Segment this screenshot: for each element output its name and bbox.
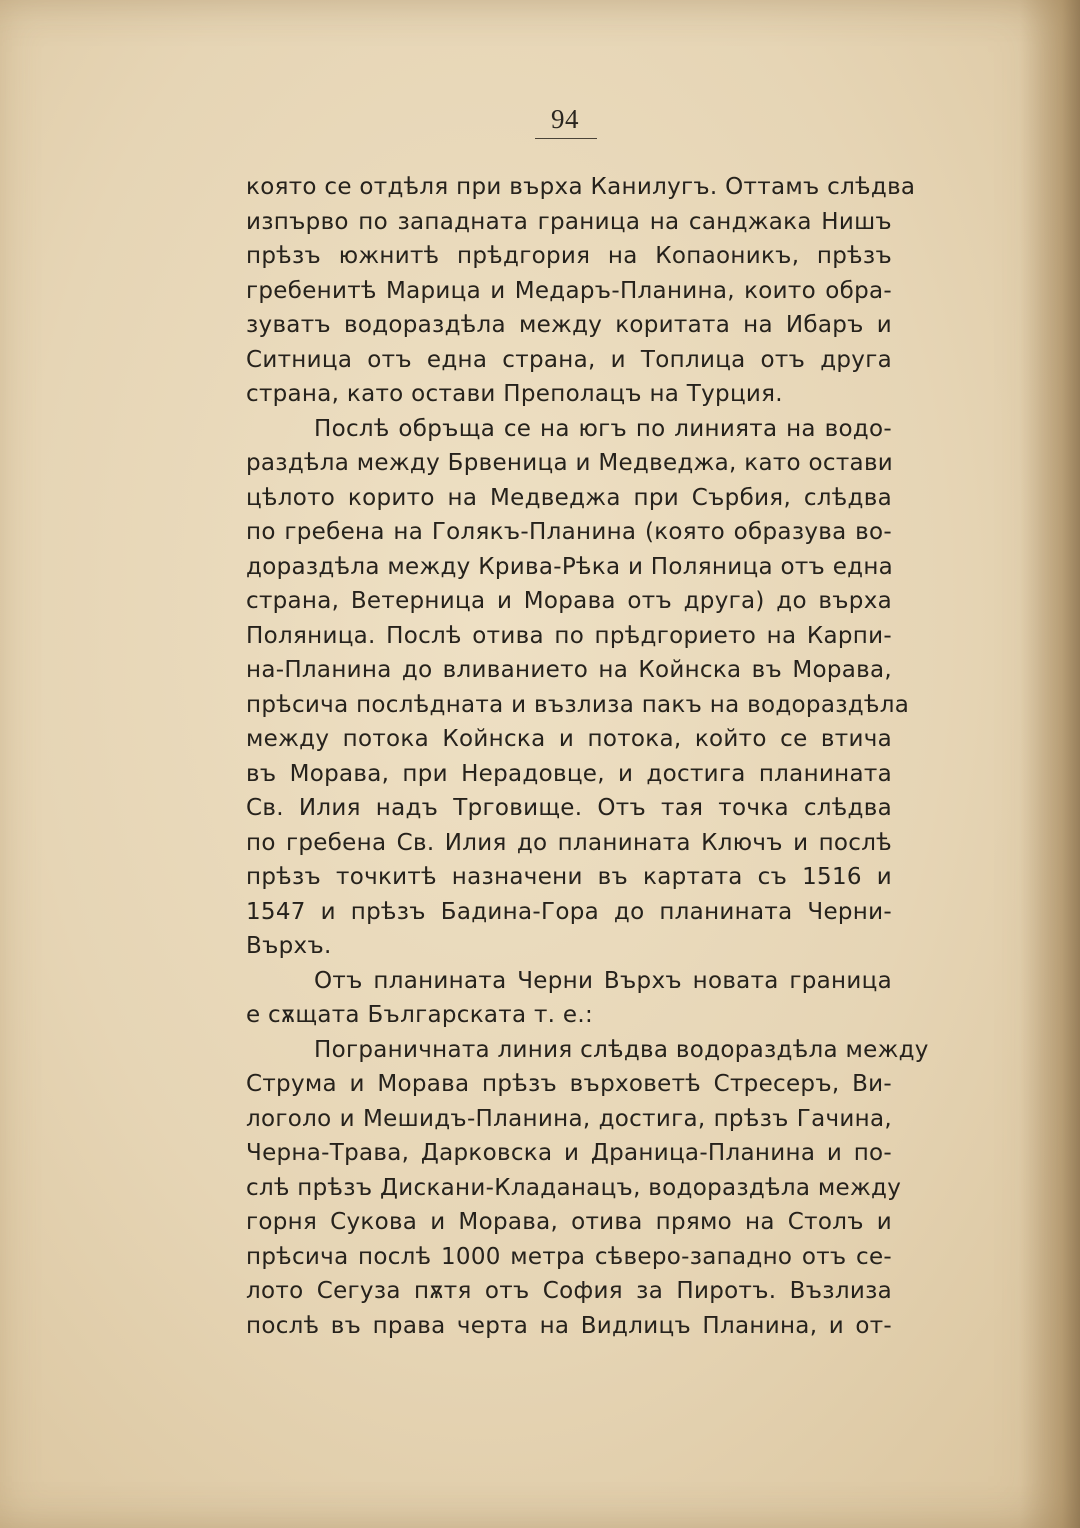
paragraph-first-line: Пограничната линия слѣдва водораздѣла между	[314, 1036, 929, 1063]
text-line: между потока Койнска и потока, който се втича	[246, 726, 892, 752]
text-line: която се отдѣля при върха Канилугъ. Оттамъ слѣдва	[246, 174, 916, 200]
text-line: по гребена на Голякъ-Планина (която образува во-	[246, 519, 892, 545]
text-line: прѣсича послѣдната и възлиза пакъ на водораздѣла	[246, 691, 910, 718]
text-line: 1547 и прѣзъ Бадина-Гора до планината Черни-	[246, 898, 892, 925]
text-line: Черна-Трава, Дарковска и Драница-Планина и по-	[246, 1140, 892, 1166]
paragraph-first-line: Послѣ обръща се на югъ по линията на водо-	[314, 415, 892, 442]
text-line: Ситница отъ една страна, и Топлица отъ друга	[246, 346, 892, 373]
text-line: раздѣла между Брвеница и Медведжа, като остави	[246, 450, 894, 476]
paragraph-first-line: Отъ планината Черни Върхъ новата граница	[314, 967, 892, 994]
page-number-rule	[535, 138, 597, 139]
text-line: послѣ въ права черта на Видлицъ Планина, и от-	[246, 1312, 892, 1339]
text-line: въ Морава, при Нерадовце, и достига планината	[246, 760, 892, 787]
text-line: прѣсича послѣ 1000 метра сѣверо-западно отъ се-	[246, 1243, 892, 1270]
page-number: 94	[551, 104, 579, 134]
text-line: лото Сегуза пѫтя отъ София за Пиротъ. Възлиза	[246, 1278, 892, 1304]
text-line: прѣзъ точкитѣ назначени въ картата съ 1516 и	[246, 864, 892, 890]
text-line: изпърво по западната граница на санджака Нишъ	[246, 208, 892, 235]
text-line: Струма и Морава прѣзъ върховетѣ Стресеръ, Ви-	[246, 1071, 892, 1097]
text-line: зуватъ водораздѣла между коритата на Ибаръ и	[246, 312, 892, 338]
text-line: горня Сукова и Морава, отива прямо на Столъ и	[246, 1209, 892, 1235]
text-line: гребенитѣ Марица и Медаръ-Планина, които обра-	[246, 277, 892, 304]
text-line: Поляница. Послѣ отива по прѣдгорието на Карпи-	[246, 622, 892, 649]
text-line: прѣзъ южнитѣ прѣдгория на Копаоникъ, прѣзъ	[246, 243, 892, 269]
text-line: Св. Илия надъ Трговище. Отъ тая точка слѣдва	[246, 795, 892, 821]
text-line: дораздѣла между Крива-Рѣка и Поляница отъ една	[246, 553, 894, 580]
text-line: страна, Ветерница и Морава отъ друга) до върха	[246, 588, 892, 614]
text-line: логоло и Мешидъ-Планина, достига, прѣзъ Гачина,	[246, 1105, 892, 1132]
text-line: цѣлото корито на Медведжа при Сърбия, слѣдва	[246, 484, 892, 511]
text-line: е сѫщата Българската т. е.:	[246, 1002, 594, 1028]
text-line: Върхъ.	[246, 933, 332, 959]
text-line: страна, като остави Преполацъ на Турция.	[246, 381, 783, 407]
text-line: по гребена Св. Илия до планината Ключъ и послѣ	[246, 829, 892, 856]
text-line: слѣ прѣзъ Дискани-Кладанацъ, водораздѣла между	[246, 1174, 902, 1201]
body-text	[246, 170, 929, 1343]
text-line: на-Планина до вливанието на Койнска въ Морава,	[246, 657, 892, 683]
